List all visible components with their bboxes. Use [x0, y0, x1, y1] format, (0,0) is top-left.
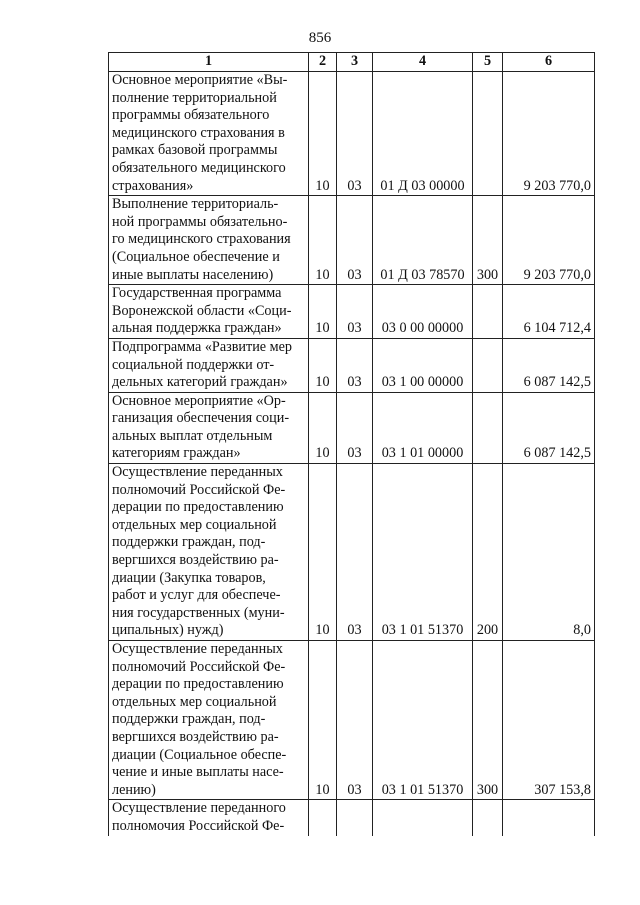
column-header: 6	[503, 53, 595, 72]
row-name-cell	[109, 196, 309, 285]
budget-table	[108, 52, 595, 836]
row-c5-cell	[473, 285, 503, 339]
row-name-line: диации (Закупка товаров,	[112, 569, 266, 586]
row-name-line: медицинского страхования в	[112, 124, 285, 141]
row-name-line: Осуществление переданного	[112, 800, 286, 817]
column-header: 1	[109, 53, 309, 72]
row-c4-cell: 03 1 01 51370	[373, 464, 473, 641]
table-row	[109, 338, 595, 392]
row-c2-cell: 10	[309, 641, 337, 800]
table-row	[109, 800, 595, 836]
row-name-line: Основное мероприятие «Ор-	[112, 392, 286, 409]
row-c6-cell: 8,0	[503, 464, 595, 641]
row-c3-cell: 03	[337, 641, 373, 800]
row-name-line: отдельных мер социальной	[112, 516, 277, 533]
table-row	[109, 392, 595, 463]
row-name-line: диации (Социальное обеспе-	[112, 746, 287, 763]
row-name-line: альных выплат отдельным	[112, 427, 273, 444]
row-c3-cell: 03	[337, 392, 373, 463]
row-name-line: дельных категорий граждан»	[112, 374, 288, 391]
row-name-line: программы обязательного	[112, 107, 270, 124]
row-c5-cell	[473, 800, 503, 836]
table-row	[109, 285, 595, 339]
row-name-line: дерации по предоставлению	[112, 676, 284, 693]
row-name-line: полномочий Российской Фе-	[112, 481, 286, 498]
row-name-line: отдельных мер социальной	[112, 693, 277, 710]
row-c4-cell: 01 Д 03 78570	[373, 196, 473, 285]
row-c3-cell: 03	[337, 196, 373, 285]
table-row	[109, 641, 595, 800]
row-c2-cell	[309, 800, 337, 836]
column-header: 4	[373, 53, 473, 72]
row-name-line: Основное мероприятие «Вы-	[112, 72, 288, 88]
row-c4-cell: 03 1 01 51370	[373, 641, 473, 800]
column-header: 5	[473, 53, 503, 72]
row-name-line: ния государственных (муни-	[112, 604, 285, 621]
row-c2-cell: 10	[309, 464, 337, 641]
table-row	[109, 196, 595, 285]
row-c5-cell	[473, 72, 503, 196]
page-number: 856	[308, 30, 332, 46]
row-name-line: поддержки граждан, под-	[112, 534, 266, 551]
row-c6-cell: 9 203 770,0	[503, 196, 595, 285]
row-name-line: полномочия Российской Фе-	[112, 817, 285, 834]
row-c3-cell: 03	[337, 464, 373, 641]
row-name-line: вергшихся воздействию ра-	[112, 552, 279, 569]
row-c2-cell: 10	[309, 392, 337, 463]
row-name-line: ганизация обеспечения соци-	[112, 410, 290, 427]
row-name-line: поддержки граждан, под-	[112, 711, 266, 728]
row-name-cell	[109, 800, 309, 836]
row-name-line: Воронежской области «Соци-	[112, 302, 292, 319]
row-name-line: рамках базовой программы	[112, 142, 278, 159]
row-name-line: Осуществление переданных	[112, 464, 283, 481]
row-name-line: ципальных) нужд)	[112, 622, 224, 639]
row-c3-cell: 03	[337, 338, 373, 392]
row-name-line: Подпрограмма «Развитие мер	[112, 338, 293, 355]
row-name-line: Государственная программа	[112, 285, 282, 302]
row-c4-cell	[373, 800, 473, 836]
row-c3-cell: 03	[337, 72, 373, 196]
row-name-line: чение и иные выплаты насе-	[112, 764, 284, 781]
row-c5-cell	[473, 392, 503, 463]
row-c5-cell: 200	[473, 464, 503, 641]
row-c5-cell: 300	[473, 196, 503, 285]
row-name-line: работ и услуг для обеспече-	[112, 587, 281, 604]
row-name-line: Выполнение территориаль-	[112, 196, 279, 213]
table-row	[109, 72, 595, 196]
row-name-line: ной программы обязательно-	[112, 213, 288, 230]
column-header: 2	[309, 53, 337, 72]
row-c2-cell: 10	[309, 72, 337, 196]
row-c4-cell: 03 1 01 00000	[373, 392, 473, 463]
table-header-row	[109, 53, 595, 72]
row-name-line: полнение территориальной	[112, 89, 277, 106]
row-name-cell	[109, 641, 309, 800]
row-name-line: обязательного медицинского	[112, 159, 286, 176]
row-c4-cell: 01 Д 03 00000	[373, 72, 473, 196]
table-row	[109, 464, 595, 641]
row-name-line: лению)	[112, 781, 156, 798]
row-name-line: дерации по предоставлению	[112, 499, 284, 516]
row-name-line: вергшихся воздействию ра-	[112, 728, 279, 745]
row-c6-cell: 6 087 142,5	[503, 392, 595, 463]
row-name-line: го медицинского страхования	[112, 231, 291, 248]
row-name-cell	[109, 464, 309, 641]
row-c6-cell: 6 087 142,5	[503, 338, 595, 392]
row-name-line: социальной поддержки от-	[112, 356, 275, 373]
row-c2-cell: 10	[309, 338, 337, 392]
row-c6-cell	[503, 800, 595, 836]
row-c3-cell	[337, 800, 373, 836]
row-name-line: (Социальное обеспечение и	[112, 248, 280, 265]
row-name-cell	[109, 72, 309, 196]
row-name-cell	[109, 392, 309, 463]
row-c6-cell: 6 104 712,4	[503, 285, 595, 339]
row-name-line: страхования»	[112, 177, 194, 194]
row-c6-cell: 307 153,8	[503, 641, 595, 800]
row-name-line: альная поддержка граждан»	[112, 320, 282, 337]
row-name-line: полномочий Российской Фе-	[112, 658, 286, 675]
row-c5-cell	[473, 338, 503, 392]
row-name-line: категориям граждан»	[112, 445, 241, 462]
row-name-line: иные выплаты населению)	[112, 266, 274, 283]
row-c5-cell: 300	[473, 641, 503, 800]
row-c6-cell: 9 203 770,0	[503, 72, 595, 196]
row-c2-cell: 10	[309, 285, 337, 339]
row-name-cell	[109, 285, 309, 339]
row-c2-cell: 10	[309, 196, 337, 285]
column-header: 3	[337, 53, 373, 72]
row-name-line: Осуществление переданных	[112, 641, 283, 657]
row-name-cell	[109, 338, 309, 392]
row-c4-cell: 03 1 00 00000	[373, 338, 473, 392]
row-c3-cell: 03	[337, 285, 373, 339]
row-c4-cell: 03 0 00 00000	[373, 285, 473, 339]
